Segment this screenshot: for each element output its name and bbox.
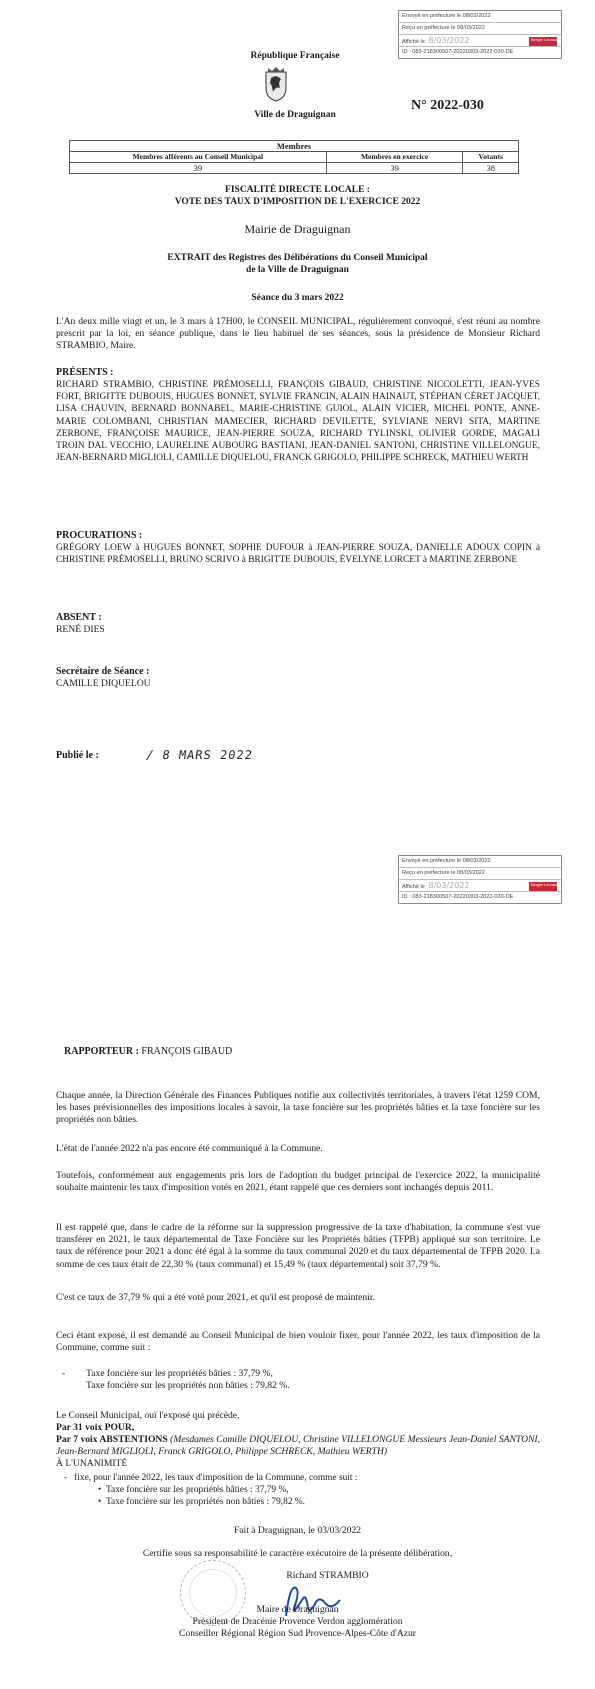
proposal-item-bati: Taxe foncière sur les propriétés bâties : 37,79 %, — [86, 1368, 273, 1379]
decision-item-bati: Taxe foncière sur les propriétés bâties : 37,79 %, — [105, 1485, 289, 1495]
body-paragraph-2: L'état de l'année 2022 n'a pas encore été communiqué à la Commune. — [56, 1143, 323, 1154]
mairie-heading: Mairie de Draguignan — [244, 222, 351, 236]
stamp-id: ID : 083-218300507-20220303-2022-030-DE — [402, 49, 514, 55]
prefecture-stamp-page2 — [398, 855, 562, 904]
decision-item-non-bati: Taxe foncière sur les propriétés non bâties : 79,82 %. — [105, 1497, 306, 1507]
list-item: - Taxe foncière sur les propriétés bâties : 37,79 %, — [62, 1368, 273, 1379]
document-title-1: FISCALITÉ DIRECTE LOCALE : — [225, 185, 370, 195]
procurations-list: GRÉGORY LOEW à HUGUES BONNET, SOPHIE DUFOUR à JEAN-PIERRE SOUZA, DANIELLE ADOUX COPIN à CHRISTINE PRÉMOSELLI, BRUNO SCRIVO à BRIGITTE DUBOUIS, ÉVELYNE LORCET à MARTINE ZERBONE — [56, 543, 540, 566]
vote-intro: Le Conseil Municipal, ouï l'exposé qui précède, — [56, 1410, 240, 1421]
vote-abstention-names: (Mesdames Camille DIQUELOU, Christine VILLELONGUE Messieurs Jean-Daniel SANTONI, Jean-Bernard MIGLIOLI, Franck GRIGOLO, Philippe SCHRECK, Mathieu WERTH) — [56, 1434, 540, 1457]
stamp-affiche-label: Affiché le — [402, 39, 425, 45]
stamp-envoye: Envoyé en préfecture le 08/03/2022 — [399, 11, 561, 23]
absent-label: ABSENT : — [56, 612, 102, 623]
vote-unanimite: À L'UNANIMITÉ — [56, 1458, 128, 1469]
signatory-role-2: Président de Dracénie Provence Verdon agglomération — [192, 1616, 403, 1627]
stamp-affiche-label: Affiché le — [402, 884, 425, 890]
signatory-role-1: Maire de Draguignan — [256, 1604, 339, 1615]
city-name: Ville de Draguignan — [254, 110, 336, 120]
vote-block — [56, 1410, 540, 1470]
body-paragraph-6: Ceci étant exposé, il est demandé au Conseil Municipal de bien vouloir fixer, pour l'année 2022, les taux d'imposition de la Commune, comme suit : — [56, 1330, 540, 1354]
procurations-label: PROCURATIONS : — [56, 530, 143, 541]
brand-logo: Berger Levrault — [529, 882, 557, 892]
list-item: • Taxe foncière sur les propriétés bâties : 37,79 %, — [98, 1485, 289, 1495]
publie-label: Publié le : — [56, 750, 99, 761]
absent-list: RENÉ DIES — [56, 624, 105, 635]
proposal-list — [56, 1368, 516, 1392]
list-item — [56, 1380, 516, 1392]
rapporteur-label: RAPPORTEUR : — [64, 1046, 139, 1057]
presents-list: RICHARD STRAMBIO, CHRISTINE PRÉMOSELLI, FRANÇOIS GIBAUD, CHRISTINE NICCOLETTI, JEAN-YVES FORT, BRIGITTE DUBOUIS, HUGUES BONNET, SYLVIE FRANCIN, ALAIN HAINAUT, STÉPHAN CÉRET JACQUET, LISA CHAUVIN, BERNARD BONNABEL, MARIE-CHRISTINE GUIOL, ALAIN VICIER, MICHEL PONTE, ANNE-MARIE COLOMBANI, CHRISTIAN MAMECIER, RICHARD DEVILETTE, SYLVIANE NERVI SITA, MARTINE ZERBONE, FRANÇOISE MAURICE, JEAN-PIERRE SOUZA, RICHARD TYLINSKI, OLIVIER GORDE, MAGALI TROIN DAL VECCHIO, LAURELINE AUBOURG BASTIANI, JEAN-DANIEL SANTONI, CHRISTINE VILLELONGUE, JEAN-BERNARD MIGLIOLI, CAMILLE DIQUELOU, FRANCK GRIGOLO, PHILIPPE SCHRECK, MATHIEU WERTH — [56, 380, 540, 464]
rapporteur-line — [64, 1046, 232, 1057]
stamp-envoye: Envoyé en préfecture le 08/03/2022 — [399, 856, 561, 868]
body-paragraph-5: C'est ce taux de 37,79 % qui a été voté pour 2021, et qu'il est proposé de maintenir. — [56, 1292, 375, 1303]
members-header-exercice: Membres en exercice — [326, 152, 463, 163]
brand-logo: Berger Levrault — [529, 37, 557, 47]
page-1 — [0, 0, 595, 830]
decision-list — [64, 1472, 504, 1508]
extrait-line-1: EXTRAIT des Registres des Délibérations du Conseil Municipal — [167, 253, 428, 263]
body-paragraph-1: Chaque année, la Direction Générale des Finances Publiques notifie aux collectivités territoriales, à travers l'état 1259 COM, les bases prévisionnelles des impositions locales à savoir, la taxe foncière sur les propriétés bâties et la taxe foncière sur les propriétés non bâties. — [56, 1090, 540, 1126]
presents-label: PRÉSENTS : — [56, 367, 114, 378]
deliberation-number: N° 2022-030 — [411, 98, 484, 113]
stamp-recu: Reçu en préfecture le 08/03/2022 — [399, 868, 561, 880]
members-header-votants: Votants — [463, 152, 519, 163]
vote-abstentions: Par 7 voix ABSTENTIONS — [56, 1434, 168, 1445]
members-value-votants: 38 — [463, 163, 519, 174]
republic-heading: République Française — [250, 51, 340, 61]
stamp-affiche — [399, 35, 561, 47]
stamp-affiche — [399, 880, 561, 892]
stamp-affiche-date: 8/03/2022 — [428, 881, 470, 890]
extrait-line-2: de la Ville de Draguignan — [246, 265, 349, 275]
proposal-item-non-bati: Taxe foncière sur les propriétés non bâties : 79,82 %. — [86, 1380, 290, 1392]
seance-date: Séance du 3 mars 2022 — [251, 293, 344, 303]
secretaire-label: Secrétaire de Séance : — [56, 666, 150, 677]
signatory-role-3: Conseiller Régional Région Sud Provence-Alpes-Côte d'Azur — [179, 1628, 416, 1639]
members-value-exercice: 39 — [326, 163, 463, 174]
stamp-recu: Reçu en préfecture le 08/03/2022 — [399, 23, 561, 35]
members-table-title: Membres — [70, 141, 519, 152]
city-crest-icon — [264, 66, 288, 102]
stamp-affiche-date: 8/03/2022 — [428, 36, 470, 45]
decision-fixe: fixe, pour l'année 2022, les taux d'imposition de la Commune, comme suit : — [74, 1473, 358, 1483]
stamp-id: ID : 083-218300507-20220303-2022-030-DE — [402, 894, 514, 900]
fait-a: Fait à Draguignan, le 03/03/2022 — [233, 1525, 362, 1536]
body-paragraph-4: Il est rappelé que, dans le cadre de la réforme sur la suppression progressive de la taxe d'habitation, la commune s'est vue transférer en 2021, le taux départemental de Taxe Foncière sur les Propriétés bâties (TFPB) appliqué sur son territoire. Le taux de référence pour 2021 a donc été égal à la somme du taux communal 2020 et du taux départemental de TFPB 2020. La somme de ces taux était de 22,30 % (taux communal) et 15,49 % (taux départemental) soit 37,79 %. — [56, 1222, 540, 1270]
list-item: • Taxe foncière sur les propriétés non bâties : 79,82 %. — [98, 1497, 306, 1507]
certifie: Certifie sous sa responsabilité le caractère exécutoire de la présente délibération, — [142, 1548, 453, 1559]
intro-paragraph: L'An deux mille vingt et un, le 3 mars à 17H00, le CONSEIL MUNICIPAL, régulièrement convoqué, s'est réuni au nombre prescrit par la loi, en séance publique, dans le lieu habituel de ses séances, sous la présidence de Monsieur Richard STRAMBIO, Maire. — [56, 316, 540, 352]
document-title-2: VOTE DES TAUX D'IMPOSITION DE L'EXERCICE 2022 — [174, 197, 421, 207]
secretaire-name: CAMILLE DIQUELOU — [56, 678, 151, 689]
members-header-afferents: Membres afférents au Conseil Municipal — [70, 152, 327, 163]
body-paragraph-3: Toutefois, conformément aux engagements pris lors de l'adoption du budget principal de l'exercice 2022, la municipalité souhaite maintenir les taux d'imposition votés en 2021, étant rappelé que ces derniers sont inchangés depuis 2011. — [56, 1170, 540, 1194]
members-value-afferents: 39 — [70, 163, 327, 174]
publie-date-stamp: / 8 MARS 2022 — [145, 748, 254, 762]
page-separator — [0, 830, 595, 840]
list-item: - fixe, pour l'année 2022, les taux d'imposition de la Commune, comme suit : — [64, 1473, 358, 1483]
members-table — [69, 140, 519, 174]
rapporteur-name: FRANÇOIS GIBAUD — [141, 1046, 233, 1057]
signatory-name: Richard STRAMBIO — [286, 1570, 369, 1581]
vote-pour: Par 31 voix POUR, — [56, 1422, 135, 1433]
prefecture-stamp — [398, 10, 562, 59]
